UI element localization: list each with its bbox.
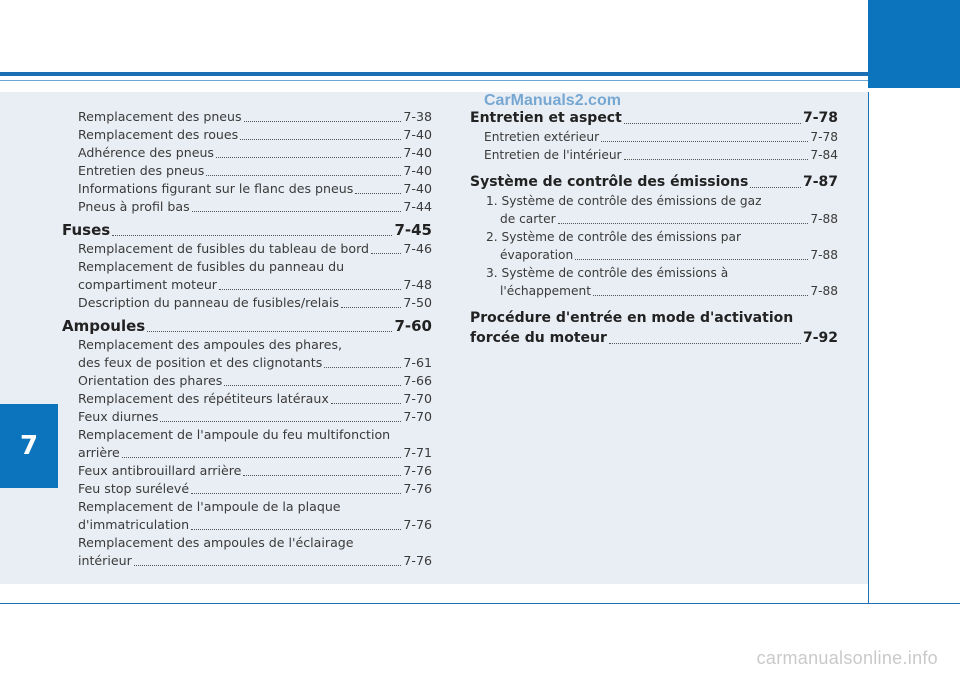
toc-label: Orientation des phares — [78, 373, 223, 388]
dot-leader — [624, 159, 809, 160]
toc-label: 1. Système de contrôle des émissions de gaz — [486, 194, 762, 208]
toc-page-number: 7-48 — [403, 277, 432, 292]
toc-label: Entretien extérieur — [484, 130, 600, 144]
toc-page-number: 7-70 — [403, 409, 432, 424]
toc-label: intérieur — [78, 553, 132, 568]
toc-entry — [470, 192, 838, 210]
corner-accent-block — [868, 0, 960, 88]
toc-label: Remplacement de fusibles du tableau de bord — [78, 241, 370, 256]
toc-label: Remplacement des ampoules de l'éclairage — [78, 535, 354, 550]
chapter-number: 7 — [19, 431, 39, 461]
toc-page-number: 7-40 — [403, 163, 432, 178]
toc-label: d'immatriculation — [78, 517, 190, 532]
toc-page-number: 7-76 — [403, 517, 432, 532]
toc-entry — [470, 210, 838, 228]
toc-label: Entretien de l'intérieur — [484, 148, 622, 162]
footer-watermark: carmanualsonline.info — [756, 648, 938, 668]
chapter-tab — [0, 404, 58, 488]
toc-label: Feu stop surélevé — [78, 481, 190, 496]
toc-page-number: 7-38 — [403, 109, 432, 124]
toc-entry — [62, 498, 432, 516]
toc-entry — [470, 246, 838, 264]
toc-label: Remplacement des roues — [78, 127, 239, 142]
toc-entry — [62, 390, 432, 408]
toc-page-number: 7-92 — [802, 330, 838, 346]
toc-label: Remplacement des ampoules des phares, — [78, 337, 343, 352]
toc-page-number: 7-66 — [403, 373, 432, 388]
dot-leader — [341, 307, 401, 308]
toc-entry — [62, 126, 432, 144]
toc-label: l'échappement — [500, 284, 591, 298]
toc-entry — [62, 336, 432, 354]
dot-leader — [191, 493, 401, 494]
toc-page-number: 7-88 — [810, 248, 838, 262]
toc-entry — [62, 354, 432, 372]
toc-entry — [62, 294, 432, 312]
dot-leader — [575, 259, 808, 260]
toc-label: évaporation — [500, 248, 574, 262]
toc-section — [62, 312, 432, 336]
toc-entry — [470, 264, 838, 282]
toc-entry — [62, 108, 432, 126]
toc-entry — [62, 480, 432, 498]
dot-leader — [355, 193, 401, 194]
toc-label: Remplacement des répétiteurs latéraux — [78, 391, 329, 406]
dot-leader — [224, 385, 401, 386]
toc-label: Feux diurnes — [78, 409, 159, 424]
dot-leader — [216, 157, 401, 158]
toc-page-number: 7-44 — [403, 199, 432, 214]
toc-entry — [62, 426, 432, 444]
toc-entry — [470, 282, 838, 300]
toc-entry — [62, 534, 432, 552]
toc-page-number: 7-45 — [394, 221, 432, 239]
dot-leader — [244, 121, 402, 122]
toc-label: Pneus à profil bas — [78, 199, 190, 214]
dot-leader — [601, 141, 808, 142]
toc-entry — [62, 180, 432, 198]
toc-right-column — [470, 108, 838, 348]
dot-leader — [324, 367, 401, 368]
dot-leader — [134, 565, 402, 566]
toc-label: Ampoules — [62, 317, 146, 335]
toc-entry — [62, 516, 432, 534]
toc-section — [62, 216, 432, 240]
toc-label: Remplacement de l'ampoule du feu multifonction — [78, 427, 391, 442]
toc-page-number: 7-76 — [403, 463, 432, 478]
toc-label: Remplacement de fusibles du panneau du — [78, 259, 345, 274]
toc-entry — [62, 372, 432, 390]
header-rule — [0, 72, 868, 76]
site-watermark: CarManuals2.com — [484, 92, 621, 109]
toc-entry — [62, 408, 432, 426]
toc-section — [470, 300, 838, 328]
dot-leader — [219, 289, 401, 290]
toc-label: Entretien et aspect — [470, 110, 622, 126]
toc-entry — [62, 552, 432, 570]
toc-page-number: 7-46 — [403, 241, 432, 256]
toc-label: Informations figurant sur le flanc des pneus — [78, 181, 354, 196]
toc-page-number: 7-88 — [810, 284, 838, 298]
dot-leader — [192, 211, 402, 212]
toc-entry — [470, 128, 838, 146]
dot-leader — [160, 421, 401, 422]
toc-entry — [62, 144, 432, 162]
toc-page-number: 7-40 — [403, 127, 432, 142]
toc-label: Remplacement des pneus — [78, 109, 242, 124]
footer-rule — [0, 603, 960, 604]
toc-entry — [62, 462, 432, 480]
toc-label: Entretien des pneus — [78, 163, 205, 178]
toc-label: Adhérence des pneus — [78, 145, 214, 160]
toc-label: Description du panneau de fusibles/relais — [78, 295, 340, 310]
toc-label: des feux de position et des clignotants — [78, 355, 323, 370]
right-vertical-rule — [868, 92, 869, 604]
toc-page-number: 7-40 — [403, 145, 432, 160]
toc-entry — [62, 240, 432, 258]
toc-entry — [470, 146, 838, 164]
toc-label: forcée du moteur — [470, 330, 607, 346]
toc-page-number: 7-87 — [802, 174, 838, 190]
toc-page-number: 7-78 — [810, 130, 838, 144]
toc-entry — [470, 228, 838, 246]
toc-label: Remplacement de l'ampoule de la plaque — [78, 499, 341, 514]
toc-label: Système de contrôle des émissions — [470, 174, 749, 190]
toc-left-column — [62, 108, 432, 570]
toc-page-number: 7-71 — [403, 445, 432, 460]
dot-leader — [243, 475, 401, 476]
dot-leader — [122, 457, 402, 458]
toc-label: 2. Système de contrôle des émissions par — [486, 230, 741, 244]
toc-entry — [62, 198, 432, 216]
toc-section — [470, 108, 838, 128]
dot-leader — [558, 223, 809, 224]
dot-leader — [240, 139, 401, 140]
toc-label: Procédure d'entrée en mode d'activation — [470, 310, 794, 326]
toc-label: Fuses — [62, 221, 111, 239]
toc-label: 3. Système de contrôle des émissions à — [486, 266, 729, 280]
toc-label: Feux antibrouillard arrière — [78, 463, 242, 478]
dot-leader — [331, 403, 402, 404]
toc-page-number: 7-76 — [403, 553, 432, 568]
dot-leader — [112, 235, 392, 236]
dot-leader — [593, 295, 808, 296]
dot-leader — [191, 529, 401, 530]
toc-page-number: 7-78 — [802, 110, 838, 126]
dot-leader — [147, 331, 392, 332]
dot-leader — [624, 123, 801, 124]
dot-leader — [750, 187, 801, 188]
dot-leader — [371, 253, 401, 254]
toc-page-number: 7-88 — [810, 212, 838, 226]
toc-page-number: 7-40 — [403, 181, 432, 196]
dot-leader — [609, 343, 801, 344]
toc-label: compartiment moteur — [78, 277, 217, 292]
dot-leader — [206, 175, 401, 176]
toc-entry — [62, 162, 432, 180]
toc-entry — [62, 258, 432, 276]
toc-page-number: 7-84 — [810, 148, 838, 162]
toc-section — [470, 164, 838, 192]
toc-page-number: 7-60 — [394, 317, 432, 335]
toc-page-number: 7-76 — [403, 481, 432, 496]
toc-label: de carter — [500, 212, 556, 226]
toc-section — [470, 328, 838, 348]
toc-entry — [62, 444, 432, 462]
header-thin-rule — [0, 80, 868, 81]
toc-entry — [62, 276, 432, 294]
toc-label: arrière — [78, 445, 120, 460]
toc-page-number: 7-61 — [403, 355, 432, 370]
toc-page-number: 7-50 — [403, 295, 432, 310]
toc-page-number: 7-70 — [403, 391, 432, 406]
